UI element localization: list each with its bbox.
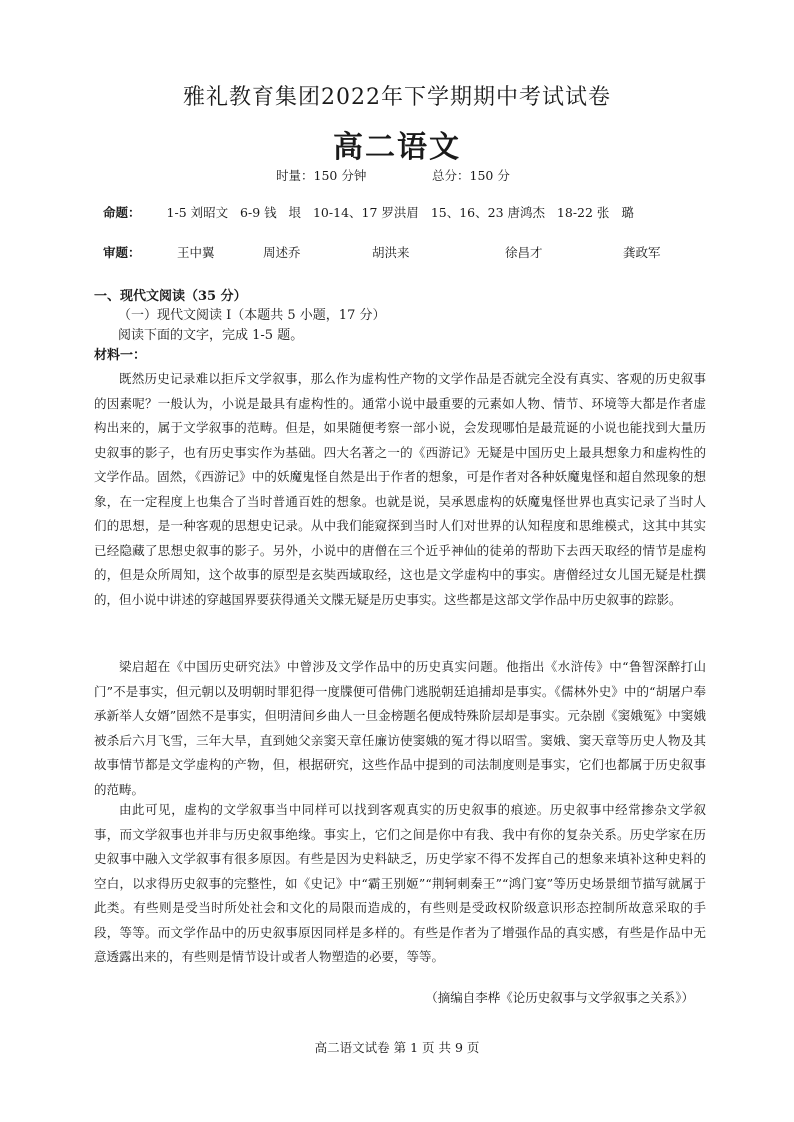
reviewer-name: 徐昌才: [505, 245, 543, 260]
question-setters: [103, 203, 634, 221]
total-score: 总分：150 分: [432, 168, 510, 183]
time-limit: 时量：150 分钟: [276, 168, 367, 183]
material-label: 材料一：: [94, 348, 147, 363]
source-citation: （摘编自李桦《论历史叙事与文学叙事之关系》）: [425, 990, 694, 1005]
section-heading: 一、现代文阅读（35 分）: [94, 289, 247, 304]
exam-title: 雅礼教育集团2022年下学期期中考试试卷: [183, 85, 611, 110]
subsection-heading: （一）现代文阅读 I（本题共 5 小题，17 分）: [118, 308, 386, 323]
paragraph-3: 由此可见，虚构的文学叙事当中同样可以找到客观真实的历史叙事的痕迹。历史叙事中经常掺杂文学叙事，而文学叙事也并非与历史叙事绝缘。事实上，它们之间是你中有我、我中有你的复杂关系。历史学家在历史叙事中融入文学叙事有很多原因。有些是因为史料缺乏，历史学家不得不发挥自己的想象来填补这种史料的空白，以求得历史叙事的完整性，如《史记》中“霸王别姬”“荆轲刺秦王”“鸿门宴”等历史场景细节描写就属于此类。有些则是受当时所处社会和文化的局限而造成的，有些则是受政权阶级意识形态控制所故意采取的手段，等等。而文学作品中的历史叙事原因同样是多样的。有些是作者为了增强作品的真实感，有些是作品中无意透露出来的，有些则是情节设计或者人物塑造的必要，等等。: [94, 802, 706, 964]
paragraph-2: 梁启超在《中国历史研究法》中曾涉及文学作品中的历史真实问题。他指出《水浒传》中“鲁智深醉打山门”不是事实，但元朝以及明朝时罪犯得一度牒便可借佛门逃脱朝廷追捕却是事实。《儒林外史》中的“胡屠户奉承新举人女婿”固然不是事实，但明清间乡曲人一旦金榜题名便成特殊阶层却是事实。元杂剧《窦娥冤》中窦娥被杀后六月飞雪，三年大旱，直到她父亲窦天章任廉访使窦娥的冤才得以昭雪。窦娥、窦天章等历史人物及其故事情节都是文学虚构的产物，但，根据研究，这些作品中提到的司法制度则是事实，它们也都属于历史叙事的范畴。: [94, 659, 706, 797]
subject-title: 高二语文: [333, 130, 461, 165]
setters-label: 命题：: [103, 205, 141, 220]
setters-list: 1-5 刘昭文 6-9 钱 垠 10-14、17 罗洪眉 15、16、23 唐鸿杰 18-22 张 璐: [166, 205, 634, 220]
reviewer-name: 胡洪来: [372, 245, 410, 260]
reviewer-name: 周述乔: [263, 245, 301, 260]
reviewer-name: 王中翼: [177, 245, 215, 260]
paragraph-1: 既然历史记录难以拒斥文学叙事，那么作为虚构性产物的文学作品是否就完全没有真实、客观的历史叙事的因素呢？一般认为，小说是最具有虚构性的。通常小说中最重要的元素如人物、情节、环境等大都是作者虚构出来的，属于文学叙事的范畴。但是，如果随便考察一部小说，会发现哪怕是最荒诞的小说也能找到大量历史叙事的影子，也有历史事实作为基础。四大名著之一的《西游记》无疑是中国历史上最具想象力和虚构性的文学作品。固然，《西游记》中的妖魔鬼怪自然是出于作者的想象，可是作者对各种妖魔鬼怪和超自然现象的想象，在一定程度上也集合了当时普通百姓的想象。也就是说，吴承恩虚构的妖魔鬼怪世界也真实记录了当时人们的思想，是一种客观的思想史记录。从中我们能窥探到当时人们对世界的认知程度和思维模式，这其中其实已经隐藏了思想史叙事的影子。另外，小说中的唐僧在三个近乎神仙的徒弟的帮助下去西天取经的情节是虚构的，但是众所周知，这个故事的原型是玄奘西域取经，这也是文学虚构中的事实。唐僧经过女儿国无疑是杜撰的，但小说中讲述的穿越国界要获得通关文牒无疑是历史事实。这些都是这部文学作品中历史叙事的踪影。: [94, 371, 706, 607]
reading-instruction: 阅读下面的文字，完成 1-5 题。: [118, 328, 304, 343]
reviewers-label: 审题：: [103, 245, 141, 260]
page-footer: 高二语文试卷 第 1 页 共 9 页: [314, 1040, 480, 1055]
reviewer-name: 龚政军: [623, 245, 661, 260]
